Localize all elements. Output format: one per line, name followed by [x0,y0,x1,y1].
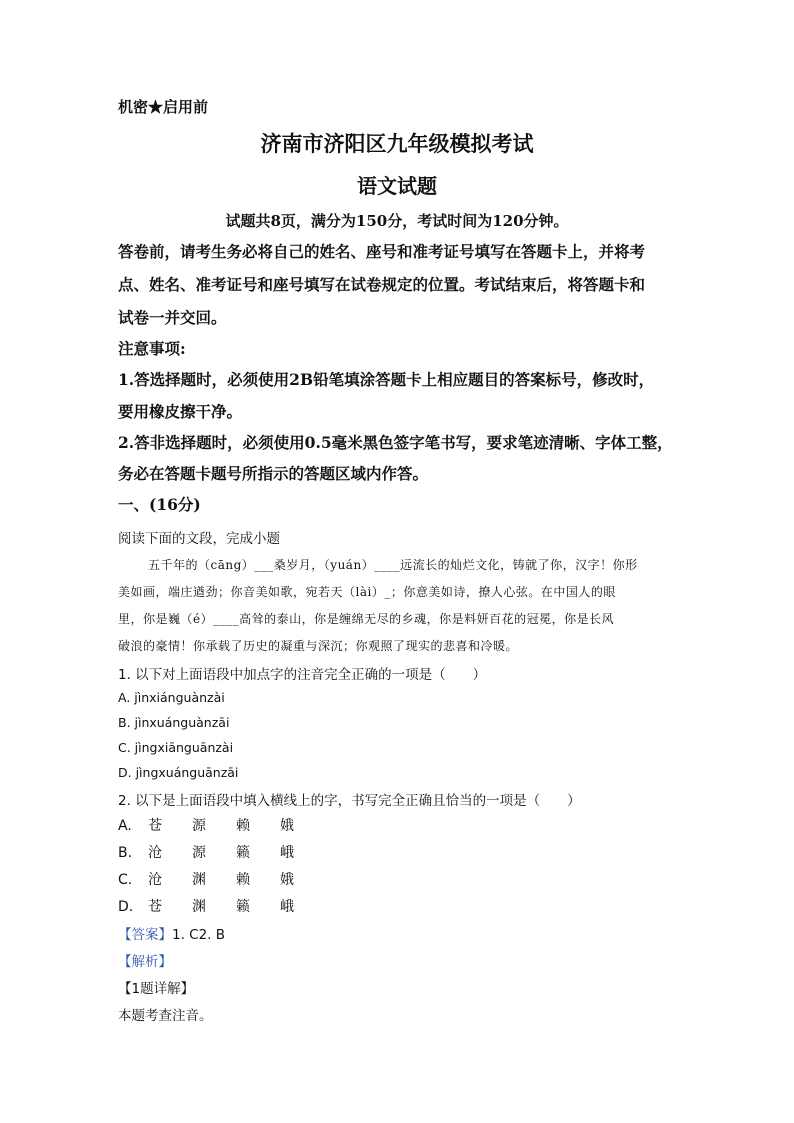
option-char: 娥 [280,872,294,888]
exam-subtitle: 语文试题 [357,174,437,198]
instructions-line-3: 试卷一并交回。 [118,308,227,327]
exam-summary: 试题共8页，满分为150分，考试时间为120分钟。 [225,212,569,230]
option-char: 源 [192,818,206,834]
instructions-line-1: 答卷前，请考生务必将自己的姓名、座号和准考证号填写在答题卡上，并将考 [118,242,646,261]
question-2-option-b [118,842,294,862]
answer-value: 1. C2. B [172,927,226,943]
option-char: 渊 [192,872,206,888]
question-2-option-d [118,896,294,916]
exam-title: 济南市济阳区九年级模拟考试 [260,131,534,156]
option-char: 峨 [280,845,294,861]
question-2-stem: 2. 以下是上面语段中填入横线上的字，书写完全正确且恰当的一项是（ ） [118,793,581,809]
option-char: 苍 [148,818,162,834]
question-2-option-a [118,815,294,835]
question-1-option-d: D. jìngxuánguānzāi [118,765,239,780]
option-char: 沧 [148,845,162,861]
option-char: 赖 [236,818,250,834]
question-1-option-a: A. jìnxiánguànzài [118,690,225,705]
option-char: 渊 [192,899,206,915]
instructions-line-2: 点、姓名、准考证号和座号填写在试卷规定的位置。考试结束后，将答题卡和 [118,275,646,294]
answer-row [118,923,225,943]
passage-line-2: 美如画，端庄遒劲；你音美如歌，宛若天（lài）_；你意美如诗，撩人心弦。在中国人的眼 [118,585,616,599]
passage-line-1: 五千年的（cāng）___桑岁月，（yuán）____远流长的灿烂文化，铸就了你，汉字！你形 [148,558,638,572]
answer-label: 【答案】 [118,927,172,943]
detail-heading: 【1题详解】 [118,981,195,997]
notice-item-1b: 要用橡皮擦干净。 [118,402,243,421]
reading-instruction: 阅读下面的文段，完成小题 [118,531,280,547]
option-letter: D. [118,899,134,915]
detail-text: 本题考查注音。 [118,1008,213,1024]
question-1-option-c: C. jìngxiānguānzài [118,740,234,755]
question-2-option-c [118,869,294,889]
option-char: 娥 [280,818,294,834]
confidential-mark: 机密★启用前 [118,98,209,116]
notice-item-1a: 1.答选择题时，必须使用2B铅笔填涂答题卡上相应题目的答案标号，修改时， [118,370,655,389]
option-char: 苍 [148,899,162,915]
option-char: 赖 [236,872,250,888]
question-1-stem: 1. 以下对上面语段中加点字的注音完全正确的一项是（ ） [118,667,487,683]
notice-item-2a: 2.答非选择题时，必须使用0.5毫米黑色签字笔书写，要求笔迹清晰、字体工整， [118,433,673,452]
option-char: 源 [192,845,206,861]
notice-item-2b: 务必在答题卡题号所指示的答题区域内作答。 [118,464,429,483]
question-1-option-b: B. jìnxuánguànzāi [118,715,230,730]
option-letter: C. [118,872,133,888]
option-letter: B. [118,845,133,861]
option-char: 籁 [236,899,250,915]
option-letter: A. [118,818,132,834]
option-char: 峨 [280,899,294,915]
section-heading: 一、(16分) [118,495,201,514]
analysis-label: 【解析】 [118,954,172,970]
passage-line-4: 破浪的豪情！你承载了历史的凝重与深沉；你观照了现实的悲喜和冷暖。 [118,639,519,653]
passage-line-3: 里，你是巍（é）____高耸的泰山，你是缠绵无尽的乡魂，你是料妍百花的冠冕，你是长风 [118,612,615,626]
option-char: 沧 [148,872,162,888]
notice-heading: 注意事项: [118,339,186,358]
option-char: 籁 [236,845,250,861]
